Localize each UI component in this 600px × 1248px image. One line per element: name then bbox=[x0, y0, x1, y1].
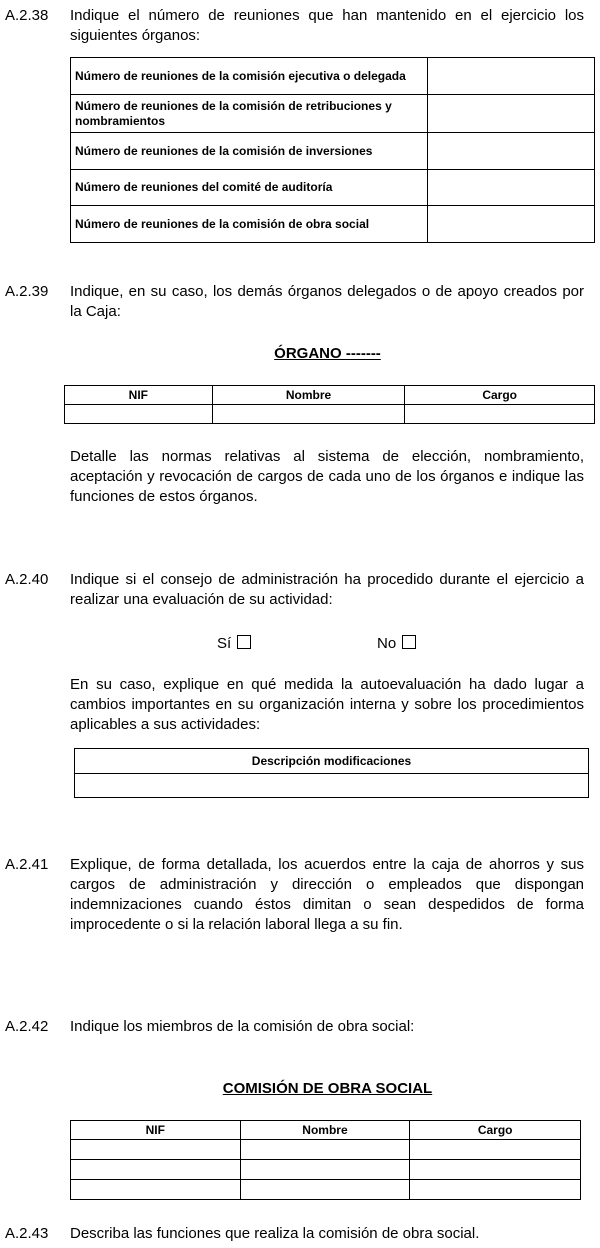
table-row bbox=[71, 1160, 581, 1180]
no-option[interactable] bbox=[377, 634, 416, 654]
value-cell[interactable] bbox=[428, 170, 595, 206]
section-text: Indique si el consejo de administración ha procedido durante el ejercicio a realizar una evaluación de su actividad: bbox=[70, 571, 584, 608]
section-text: Explique, de forma detallada, los acuerdos entre la caja de ahorros y sus cargos de administración y dirección o empleados que dispongan indemnizaciones cuando éstos dimitan o sean despedidos de forma improcedente o si la relación laboral llega a su fin. bbox=[70, 856, 584, 933]
si-checkbox[interactable] bbox=[237, 635, 251, 649]
table-header-row bbox=[75, 749, 589, 774]
table-row bbox=[71, 1180, 581, 1200]
header-nombre: Nombre bbox=[212, 386, 405, 405]
nif-cell[interactable] bbox=[65, 405, 213, 424]
table-row bbox=[71, 133, 595, 170]
table-row bbox=[75, 774, 589, 798]
row-label: Número de reuniones de la comisión ejecutiva o delegada bbox=[71, 58, 428, 95]
header-descripcion: Descripción modificaciones bbox=[75, 749, 589, 774]
cargo-cell[interactable] bbox=[410, 1180, 581, 1200]
organo-title: ÓRGANO ------- bbox=[274, 345, 381, 362]
followup-text: En su caso, explique en qué medida la autoevaluación ha dado lugar a cambios importantes en su organización interna y sobre los procedimientos aplicables a sus actividades: bbox=[70, 676, 584, 733]
nombre-cell[interactable] bbox=[240, 1140, 410, 1160]
nombre-cell[interactable] bbox=[240, 1180, 410, 1200]
section-number: A.2.38 bbox=[5, 7, 49, 24]
nombre-cell[interactable] bbox=[212, 405, 405, 424]
table-row bbox=[71, 170, 595, 206]
nif-cell[interactable] bbox=[71, 1180, 241, 1200]
value-cell[interactable] bbox=[428, 133, 595, 170]
cargo-cell[interactable] bbox=[410, 1140, 581, 1160]
value-cell[interactable] bbox=[428, 58, 595, 95]
section-number: A.2.42 bbox=[5, 1018, 49, 1035]
nif-cell[interactable] bbox=[71, 1140, 241, 1160]
value-cell[interactable] bbox=[428, 206, 595, 243]
modificaciones-table bbox=[74, 748, 589, 798]
comision-title: COMISIÓN DE OBRA SOCIAL bbox=[222, 1080, 433, 1097]
comision-table bbox=[70, 1120, 581, 1200]
section-text: Describa las funciones que realiza la comisión de obra social. bbox=[70, 1225, 480, 1242]
detail-text: Detalle las normas relativas al sistema de elección, nombramiento, aceptación y revocación de cargos de cada uno de los órganos e indique las funciones de estos órganos. bbox=[70, 448, 584, 505]
no-label: No bbox=[377, 635, 397, 652]
table-header-row bbox=[65, 386, 595, 405]
section-number: A.2.43 bbox=[5, 1225, 49, 1242]
section-text: Indique los miembros de la comisión de obra social: bbox=[70, 1018, 415, 1035]
section-number: A.2.39 bbox=[5, 283, 49, 300]
table-row bbox=[71, 206, 595, 243]
row-label: Número de reuniones de la comisión de obra social bbox=[71, 206, 428, 243]
row-label: Número de reuniones de la comisión de retribuciones y nombramientos bbox=[71, 95, 428, 133]
table-row bbox=[71, 1140, 581, 1160]
meetings-table bbox=[70, 57, 595, 243]
table-row bbox=[65, 405, 595, 424]
table-row bbox=[71, 95, 595, 133]
organo-table bbox=[64, 385, 595, 424]
no-checkbox[interactable] bbox=[402, 635, 416, 649]
section-number: A.2.40 bbox=[5, 571, 49, 588]
row-label: Número de reuniones del comité de auditoría bbox=[71, 170, 428, 206]
descripcion-cell[interactable] bbox=[75, 774, 589, 798]
section-text: Indique el número de reuniones que han mantenido en el ejercicio los siguientes órganos: bbox=[70, 7, 584, 44]
row-label: Número de reuniones de la comisión de inversiones bbox=[71, 133, 428, 170]
header-nif: NIF bbox=[71, 1121, 241, 1140]
section-text: Indique, en su caso, los demás órganos delegados o de apoyo creados por la Caja: bbox=[70, 283, 584, 320]
si-label: Sí bbox=[217, 635, 232, 652]
table-row bbox=[71, 58, 595, 95]
section-number: A.2.41 bbox=[5, 856, 49, 873]
header-nif: NIF bbox=[65, 386, 213, 405]
nombre-cell[interactable] bbox=[240, 1160, 410, 1180]
si-option[interactable] bbox=[217, 634, 251, 654]
cargo-cell[interactable] bbox=[410, 1160, 581, 1180]
cargo-cell[interactable] bbox=[405, 405, 595, 424]
header-cargo: Cargo bbox=[410, 1121, 581, 1140]
header-nombre: Nombre bbox=[240, 1121, 410, 1140]
value-cell[interactable] bbox=[428, 95, 595, 133]
nif-cell[interactable] bbox=[71, 1160, 241, 1180]
header-cargo: Cargo bbox=[405, 386, 595, 405]
table-header-row bbox=[71, 1121, 581, 1140]
